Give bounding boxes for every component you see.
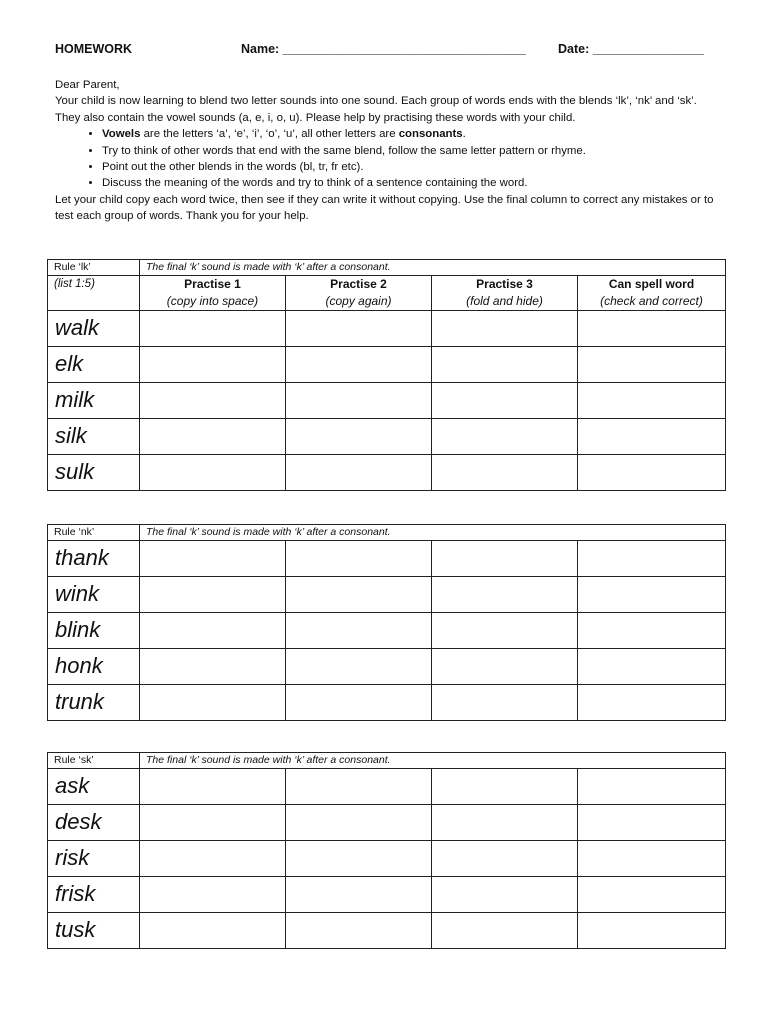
practise-2-space[interactable] (286, 841, 432, 877)
practise-3-space[interactable] (432, 685, 578, 721)
practise-1-space[interactable] (140, 805, 286, 841)
tip-meaning: • Discuss the meaning of the words and try to think of a sentence containing the word. (102, 175, 725, 191)
header-practise-1 (140, 276, 286, 311)
practise-3-space[interactable] (432, 455, 578, 491)
practise-2-space[interactable] (286, 685, 432, 721)
practise-2-space[interactable] (286, 805, 432, 841)
word-cell: elk (48, 347, 140, 383)
practise-2-space[interactable] (286, 649, 432, 685)
date-field: Date: ________________ (558, 42, 704, 56)
practise-2-space[interactable] (286, 577, 432, 613)
table-row (48, 913, 726, 949)
table-row (48, 769, 726, 805)
practise-1-subtitle: (copy into space) (166, 294, 259, 308)
practise-3-space[interactable] (432, 419, 578, 455)
practise-2-space[interactable] (286, 347, 432, 383)
table-row (48, 541, 726, 577)
table-row (48, 311, 726, 347)
practise-1-space[interactable] (140, 841, 286, 877)
practise-2-space[interactable] (286, 419, 432, 455)
practise-3-space[interactable] (432, 541, 578, 577)
practise-1-title: Practise 1 (184, 277, 241, 291)
practise-1-space[interactable] (140, 383, 286, 419)
practise-3-space[interactable] (432, 769, 578, 805)
practise-3-space[interactable] (432, 913, 578, 949)
practise-3-space[interactable] (432, 577, 578, 613)
name-field: Name: ___________________________________ (241, 42, 526, 56)
word-cell: tusk (48, 913, 140, 949)
can-spell-title: Can spell word (608, 277, 695, 291)
can-spell-space[interactable] (578, 577, 726, 613)
word-cell: sulk (48, 455, 140, 491)
word-cell: blink (48, 613, 140, 649)
practise-1-space[interactable] (140, 913, 286, 949)
practise-2-space[interactable] (286, 913, 432, 949)
practise-1-space[interactable] (140, 649, 286, 685)
table-row (48, 347, 726, 383)
practise-3-space[interactable] (432, 841, 578, 877)
practise-3-subtitle: (fold and hide) (466, 294, 543, 308)
can-spell-space[interactable] (578, 383, 726, 419)
can-spell-space[interactable] (578, 805, 726, 841)
word-cell: wink (48, 577, 140, 613)
header-practise-2 (286, 276, 432, 311)
rule-description: The final ‘k’ sound is made with ‘k’ after a consonant. (140, 260, 726, 276)
table-row (48, 613, 726, 649)
practise-1-space[interactable] (140, 685, 286, 721)
practise-3-space[interactable] (432, 613, 578, 649)
practise-1-space[interactable] (140, 311, 286, 347)
practise-1-space[interactable] (140, 877, 286, 913)
can-spell-space[interactable] (578, 347, 726, 383)
vowels-term: Vowels (102, 128, 141, 141)
table-row (48, 685, 726, 721)
rule-label: Rule ‘nk’ (48, 525, 140, 541)
can-spell-space[interactable] (578, 649, 726, 685)
table-row (48, 877, 726, 913)
closing-paragraph: Let your child copy each word twice, then see if they can write it without copying. Use the final column to correct any mistakes or to test each group of words. Thank you for your help. (55, 193, 714, 223)
rule-label: Rule ‘sk’ (48, 753, 140, 769)
can-spell-space[interactable] (578, 877, 726, 913)
word-cell: thank (48, 541, 140, 577)
word-cell: trunk (48, 685, 140, 721)
table-row (48, 383, 726, 419)
can-spell-space[interactable] (578, 419, 726, 455)
tip-vowels-end: . (462, 128, 466, 141)
can-spell-space[interactable] (578, 685, 726, 721)
table-row (48, 841, 726, 877)
practise-2-space[interactable] (286, 383, 432, 419)
can-spell-subtitle: (check and correct) (600, 294, 703, 308)
practise-2-subtitle: (copy again) (325, 294, 392, 308)
practise-3-space[interactable] (432, 877, 578, 913)
practise-1-space[interactable] (140, 455, 286, 491)
can-spell-space[interactable] (578, 841, 726, 877)
can-spell-space[interactable] (578, 311, 726, 347)
practise-2-title: Practise 2 (330, 277, 387, 291)
table-row (48, 455, 726, 491)
word-cell: risk (48, 841, 140, 877)
word-table-sk (47, 752, 726, 949)
practise-3-space[interactable] (432, 383, 578, 419)
practise-2-space[interactable] (286, 769, 432, 805)
practise-2-space[interactable] (286, 311, 432, 347)
word-cell: silk (48, 419, 140, 455)
practise-3-space[interactable] (432, 805, 578, 841)
can-spell-space[interactable] (578, 541, 726, 577)
header-can-spell (578, 276, 726, 311)
practise-3-space[interactable] (432, 649, 578, 685)
greeting: Dear Parent, (55, 79, 120, 91)
practise-2-space[interactable] (286, 877, 432, 913)
word-cell: frisk (48, 877, 140, 913)
table-row (48, 577, 726, 613)
can-spell-space[interactable] (578, 913, 726, 949)
tips-list (55, 126, 725, 192)
practise-3-title: Practise 3 (476, 277, 533, 291)
table-row (48, 419, 726, 455)
practise-1-space[interactable] (140, 347, 286, 383)
word-table-nk (47, 524, 726, 721)
word-table-lk (47, 259, 726, 491)
word-cell: honk (48, 649, 140, 685)
practise-3-space[interactable] (432, 311, 578, 347)
practise-1-space[interactable] (140, 577, 286, 613)
practise-1-space[interactable] (140, 419, 286, 455)
word-cell: walk (48, 311, 140, 347)
can-spell-space[interactable] (578, 613, 726, 649)
tip-rhyme: • Try to think of other words that end with the same blend, follow the same letter pattern or rhyme. (102, 143, 725, 159)
practise-2-space[interactable] (286, 541, 432, 577)
practise-1-space[interactable] (140, 541, 286, 577)
tip-vowels (102, 126, 725, 142)
list-label: (list 1:5) (48, 276, 140, 311)
word-cell: ask (48, 769, 140, 805)
tip-blends: • Point out the other blends in the words (bl, tr, fr etc). (102, 159, 725, 175)
practise-3-space[interactable] (432, 347, 578, 383)
practise-1-space[interactable] (140, 769, 286, 805)
word-cell: desk (48, 805, 140, 841)
parent-letter (55, 77, 725, 225)
practise-2-space[interactable] (286, 613, 432, 649)
header-practise-3 (432, 276, 578, 311)
tip-vowels-text: are the letters ‘a’, ‘e’, ‘i’, ‘o’, ‘u’, all other letters are (140, 128, 399, 141)
table-row (48, 649, 726, 685)
practise-2-space[interactable] (286, 455, 432, 491)
homework-title: HOMEWORK (55, 42, 133, 56)
rule-label: Rule ‘lk’ (48, 260, 140, 276)
word-cell: milk (48, 383, 140, 419)
can-spell-space[interactable] (578, 769, 726, 805)
table-row (48, 805, 726, 841)
rule-description: The final ‘k’ sound is made with ‘k’ after a consonant. (140, 753, 726, 769)
practise-1-space[interactable] (140, 613, 286, 649)
consonants-term: consonants (398, 128, 463, 141)
rule-description: The final ‘k’ sound is made with ‘k’ after a consonant. (140, 525, 726, 541)
can-spell-space[interactable] (578, 455, 726, 491)
intro-paragraph: Your child is now learning to blend two letter sounds into one sound. Each group of words ends with the blends ‘lk’, ‘nk’ and ‘sk’. They also contain the vowel sounds (a, e, i, o, u). Please help by practising these words with your child. (55, 95, 697, 124)
